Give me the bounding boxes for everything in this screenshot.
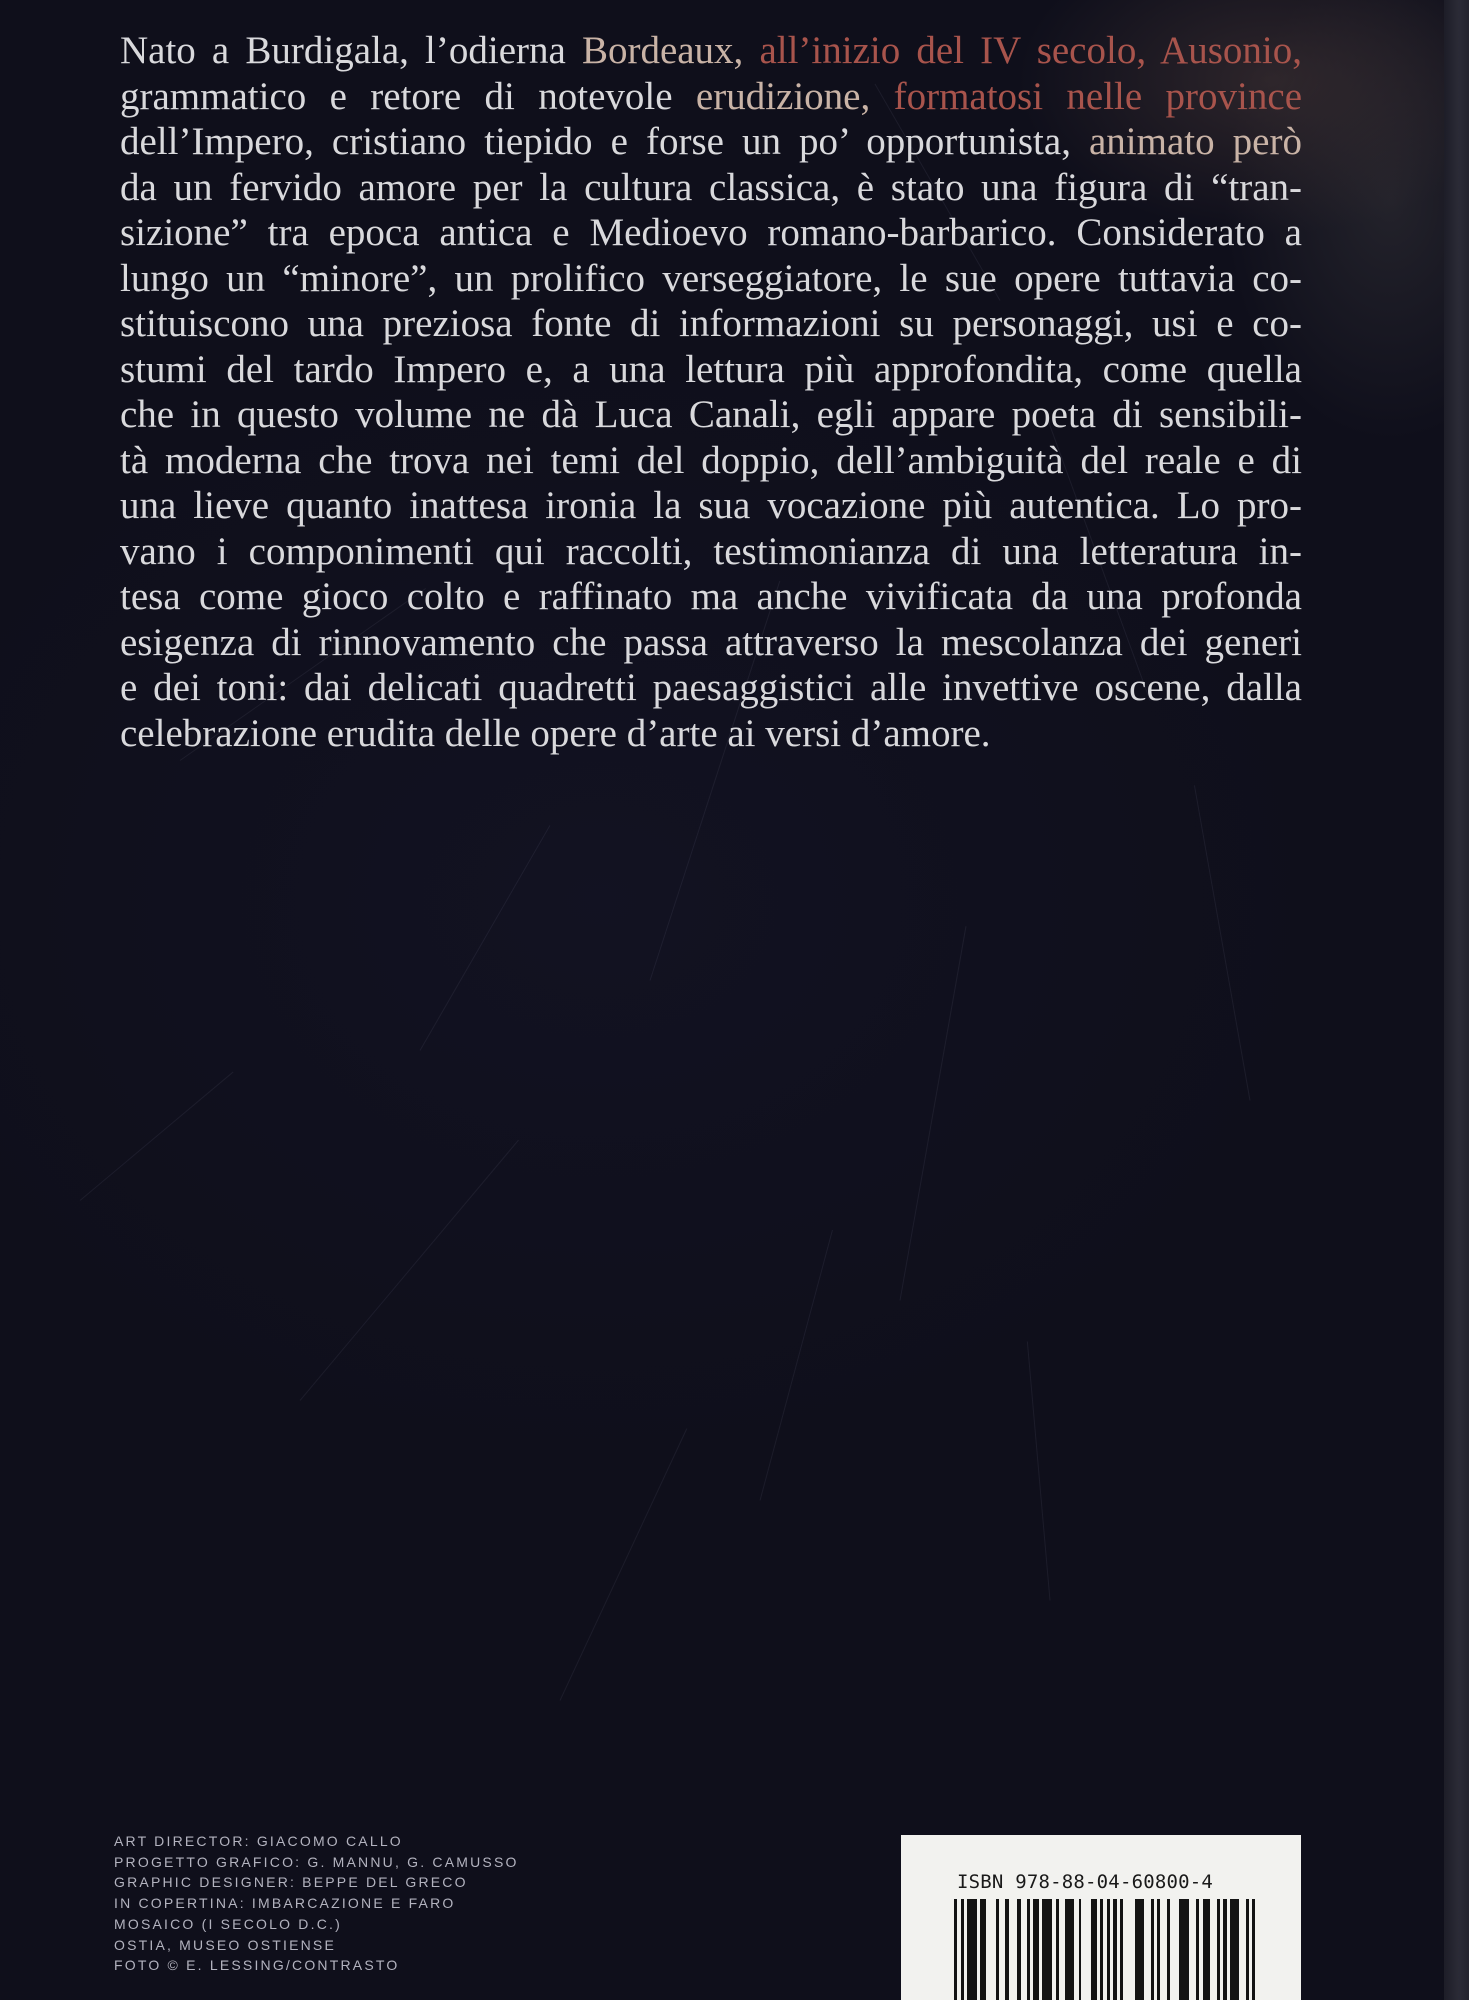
credit-line: IN COPERTINA: IMBARCAZIONE E FARO — [114, 1895, 456, 1912]
barcode-bar — [980, 1899, 986, 2000]
blurb-text-segment: che in questo volume ne dà Luca Canali, egli appare poeta di sensibili- — [120, 393, 1302, 436]
blurb-line — [120, 165, 1302, 211]
barcode-bar — [1252, 1899, 1255, 2000]
barcode-bar — [1107, 1899, 1110, 2000]
blurb-text-segment: sizione” tra epoca antica e Medioevo romano-barbarico. Considerato a — [120, 211, 1302, 254]
blurb-line — [120, 438, 1302, 484]
blurb-text-segment: esigenza di rinnovamento che passa attraverso la mescolanza dei generi — [120, 620, 1302, 664]
blurb-text-segment: tà moderna che trova nei temi del doppio, dell’ambiguità del reale e di — [120, 438, 1302, 482]
barcode-bar — [1113, 1899, 1117, 2000]
scratch-mark — [560, 1428, 688, 1700]
barcode-bar — [1179, 1899, 1189, 2000]
scratch-mark — [1194, 785, 1251, 1100]
blurb-text-segment: stumi del tardo Impero e, a una lettura più approfondita, come quella — [120, 347, 1302, 391]
blurb-text-segment: erudizione, — [695, 74, 894, 118]
blurb-text-segment: lungo un “minore”, un prolifico verseggiatore, le sue opere tuttavia co- — [120, 256, 1302, 300]
blurb-text-segment: formatosi nelle province — [893, 74, 1302, 118]
blurb-line — [120, 119, 1302, 165]
scratch-mark — [300, 1140, 519, 1401]
barcode-bar — [1005, 1899, 1009, 2000]
barcode-bar — [961, 1899, 964, 2000]
scratch-mark — [80, 1072, 234, 1201]
blurb-line — [120, 483, 1302, 529]
blurb-line — [120, 620, 1302, 666]
barcode-bar — [1151, 1899, 1154, 2000]
barcode-bar — [1203, 1899, 1210, 2000]
barcode-bar — [1079, 1899, 1081, 2000]
barcode-bar — [1196, 1899, 1199, 2000]
blurb-line — [120, 301, 1302, 347]
barcode-bar — [1033, 1899, 1039, 2000]
blurb-text-segment: e dei toni: dai delicati quadretti paesaggistici alle invettive oscene, dalla — [120, 666, 1302, 709]
blurb-text-segment: Bordeaux, — [581, 29, 760, 72]
isbn-barcode-label — [901, 1835, 1301, 2000]
barcode-bar — [1056, 1899, 1059, 2000]
blurb-text-segment: tesa come gioco colto e raffinato ma anche vivificata da una profonda — [120, 575, 1302, 618]
credit-line: PROGETTO GRAFICO: G. MANNU, G. CAMUSSO — [114, 1853, 519, 1870]
blurb-line — [120, 392, 1302, 438]
blurb-text-segment: una lieve quanto inattesa ironia la sua vocazione più autentica. Lo pro- — [120, 484, 1302, 527]
blurb-line — [120, 74, 1302, 120]
barcode-bar — [1167, 1899, 1170, 2000]
scratch-mark — [1027, 1341, 1051, 1600]
barcode-bar — [1017, 1899, 1021, 2000]
barcode-bar — [1223, 1899, 1227, 2000]
scratch-mark — [900, 926, 967, 1300]
barcode-bar — [1157, 1899, 1160, 2000]
blurb-text-segment: all’inizio del IV secolo, Ausonio, — [759, 29, 1302, 72]
barcode-bar — [1042, 1899, 1052, 2000]
blurb-line — [120, 711, 1302, 757]
barcode-bar — [1135, 1899, 1144, 2000]
cover-edge-strip — [1444, 0, 1469, 2000]
barcode-bar — [1065, 1899, 1074, 2000]
blurb-text-segment: da un fervido amore per la cultura classica, è stato una figura di “tran- — [120, 165, 1302, 209]
barcode-icon — [901, 1899, 1301, 2000]
barcode-bar — [1246, 1899, 1249, 2000]
blurb-line — [120, 256, 1302, 302]
barcode-bar — [1100, 1899, 1103, 2000]
blurb-text-segment: animato però — [1089, 120, 1302, 163]
barcode-bar — [967, 1899, 977, 2000]
credit-line: FOTO © E. LESSING/CONTRASTO — [114, 1957, 400, 1974]
barcode-bar — [996, 1899, 999, 2000]
blurb-text-segment: dell’Impero, cristiano tiepido e forse un po’ opportunista, — [120, 120, 1089, 163]
blurb-text-segment: vano i componimenti qui raccolti, testimonianza di una letteratura in- — [120, 529, 1302, 573]
credit-line: OSTIA, MUSEO OSTIENSE — [114, 1936, 337, 1953]
barcode-bar — [1091, 1899, 1097, 2000]
credit-line: MOSAICO (I SECOLO D.C.) — [114, 1915, 342, 1932]
blurb-paragraph — [120, 28, 1302, 756]
barcode-bar — [1217, 1899, 1220, 2000]
credit-line: ART DIRECTOR: GIACOMO CALLO — [114, 1833, 403, 1849]
blurb-text-segment: stituiscono una preziosa fonte di informazioni su personaggi, usi e co- — [120, 302, 1302, 345]
barcode-bar — [1027, 1899, 1030, 2000]
scratch-mark — [760, 1230, 833, 1501]
blurb-line — [120, 28, 1302, 74]
barcode-bar — [954, 1899, 957, 2000]
barcode-bar — [1230, 1899, 1239, 2000]
blurb-line — [120, 347, 1302, 393]
blurb-text-segment: Nato a Burdigala, l’odierna — [120, 29, 582, 72]
barcode-bar — [1120, 1899, 1123, 2000]
blurb-line — [120, 665, 1302, 711]
blurb-text-segment: grammatico e retore di notevole — [120, 74, 696, 118]
blurb-line — [120, 529, 1302, 575]
blurb-line — [120, 210, 1302, 256]
isbn-number: ISBN 978-88-04-60800-4 — [957, 1871, 1214, 1893]
credit-line: GRAPHIC DESIGNER: BEPPE DEL GRECO — [114, 1874, 468, 1891]
credits-block — [114, 1831, 519, 1976]
blurb-line — [120, 574, 1302, 620]
blurb-text-segment: celebrazione erudita delle opere d’arte ai versi d’amore. — [120, 711, 991, 755]
scratch-mark — [420, 825, 551, 1051]
